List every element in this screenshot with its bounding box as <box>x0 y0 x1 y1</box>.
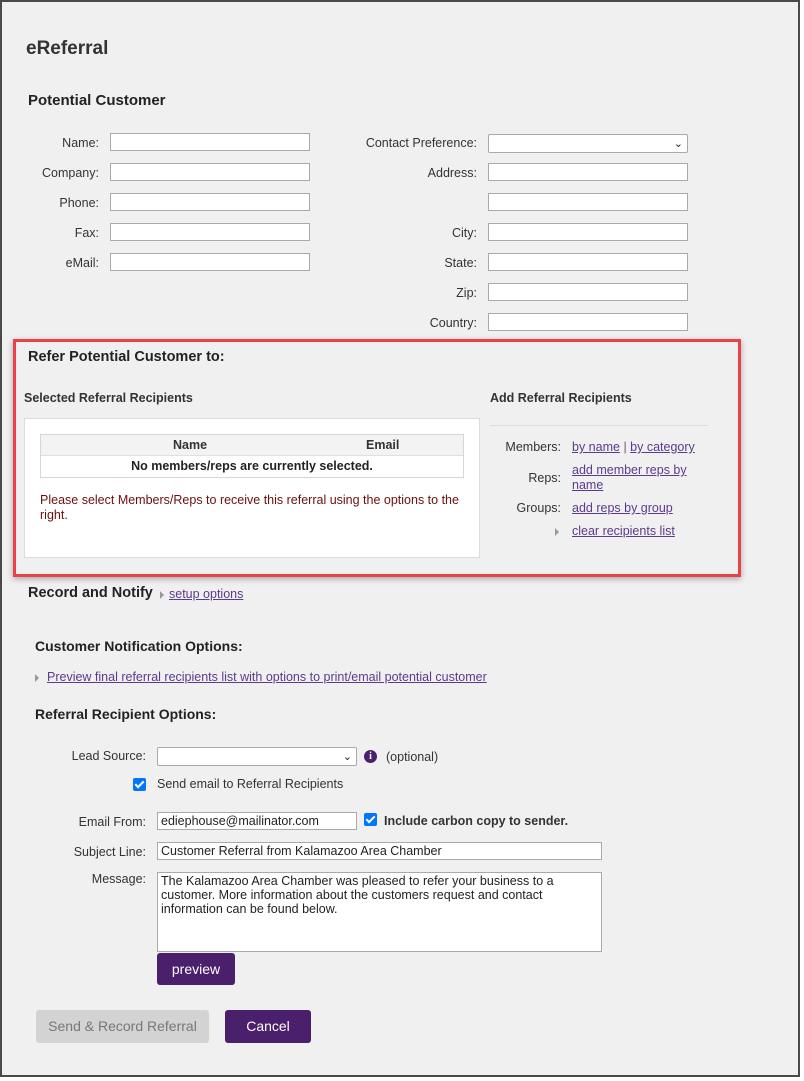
state-input[interactable] <box>488 253 688 271</box>
members-by-category-link[interactable]: by category <box>630 440 695 454</box>
members-label: Members: <box>505 440 561 454</box>
add-member-reps-link[interactable] <box>572 463 702 493</box>
name-label: Name: <box>62 136 99 150</box>
optional-text: (optional) <box>386 750 439 764</box>
name-input[interactable] <box>110 133 310 151</box>
add-member-reps-link-line1: add member reps by <box>572 463 687 477</box>
subject-line-label: Subject Line: <box>73 845 146 859</box>
name-column-header: Name <box>173 438 208 452</box>
phone-label: Phone: <box>59 196 99 210</box>
groups-label: Groups: <box>516 501 561 515</box>
add-reps-by-group-link[interactable]: add reps by group <box>572 501 673 515</box>
phone-input[interactable] <box>110 193 310 211</box>
chevron-down-icon: ⌄ <box>673 138 683 150</box>
clear-recipients-link[interactable]: clear recipients list <box>572 524 675 538</box>
address-line2-input[interactable] <box>488 193 688 211</box>
address-label: Address: <box>427 166 477 180</box>
chevron-down-icon: ⌄ <box>342 751 352 763</box>
triangle-right-icon <box>35 674 39 682</box>
zip-label: Zip: <box>456 286 477 300</box>
email-from-label: Email From: <box>78 815 146 829</box>
send-email-label: Send email to Referral Recipients <box>157 777 344 791</box>
page-title: eReferral <box>26 38 109 59</box>
add-recipients-divider <box>490 425 708 426</box>
email-label: eMail: <box>65 256 99 270</box>
company-label: Company: <box>42 166 99 180</box>
record-notify-heading: Record and Notify <box>28 585 153 601</box>
country-label: Country: <box>429 316 477 330</box>
lead-source-select[interactable] <box>157 747 357 766</box>
city-label: City: <box>452 226 477 240</box>
preview-button[interactable]: preview <box>157 953 235 985</box>
selection-warning: Please select Members/Reps to receive this referral using the options to the right. <box>40 493 459 522</box>
zip-input[interactable] <box>488 283 688 301</box>
company-input[interactable] <box>110 163 310 181</box>
city-input[interactable] <box>488 223 688 241</box>
contact-preference-select[interactable] <box>488 134 688 153</box>
setup-options-link[interactable]: setup options <box>169 587 244 601</box>
members-link-separator: | <box>623 440 627 454</box>
add-member-reps-link-line2: name <box>572 478 604 492</box>
message-label: Message: <box>91 872 146 886</box>
members-links <box>572 440 695 454</box>
selected-recipients-heading: Selected Referral Recipients <box>24 391 193 405</box>
message-textarea[interactable] <box>157 872 602 952</box>
potential-customer-heading: Potential Customer <box>28 92 166 109</box>
lead-source-label: Lead Source: <box>71 749 146 763</box>
fax-input[interactable] <box>110 223 310 241</box>
cancel-button[interactable]: Cancel <box>225 1010 311 1043</box>
empty-row-message: No members/reps are currently selected. <box>131 459 373 473</box>
email-input[interactable] <box>110 253 310 271</box>
email-from-input[interactable] <box>157 812 357 830</box>
country-input[interactable] <box>488 313 688 331</box>
fax-label: Fax: <box>74 226 99 240</box>
info-icon[interactable]: i <box>364 750 377 763</box>
recipients-table <box>40 434 464 478</box>
preview-recipients-link[interactable]: Preview final referral recipients list with options to print/email potential customer <box>47 670 487 684</box>
subject-line-input[interactable] <box>157 842 602 860</box>
reps-label: Reps: <box>528 471 561 485</box>
triangle-right-icon <box>160 591 164 599</box>
carbon-copy-label: Include carbon copy to sender. <box>384 814 569 828</box>
table-header <box>41 435 463 456</box>
customer-notification-heading: Customer Notification Options: <box>35 638 243 654</box>
add-recipients-heading: Add Referral Recipients <box>490 391 632 405</box>
triangle-right-icon <box>555 528 559 536</box>
address-line1-input[interactable] <box>488 163 688 181</box>
state-label: State: <box>444 256 477 270</box>
send-email-checkbox[interactable] <box>133 778 146 791</box>
email-column-header: Email <box>366 438 400 452</box>
members-by-name-link[interactable]: by name <box>572 440 620 454</box>
send-record-button[interactable]: Send & Record Referral <box>36 1010 209 1043</box>
refer-heading: Refer Potential Customer to: <box>28 349 225 365</box>
contact-preference-label: Contact Preference: <box>365 136 477 150</box>
recipient-options-heading: Referral Recipient Options: <box>35 706 217 722</box>
carbon-copy-checkbox[interactable] <box>364 813 377 826</box>
